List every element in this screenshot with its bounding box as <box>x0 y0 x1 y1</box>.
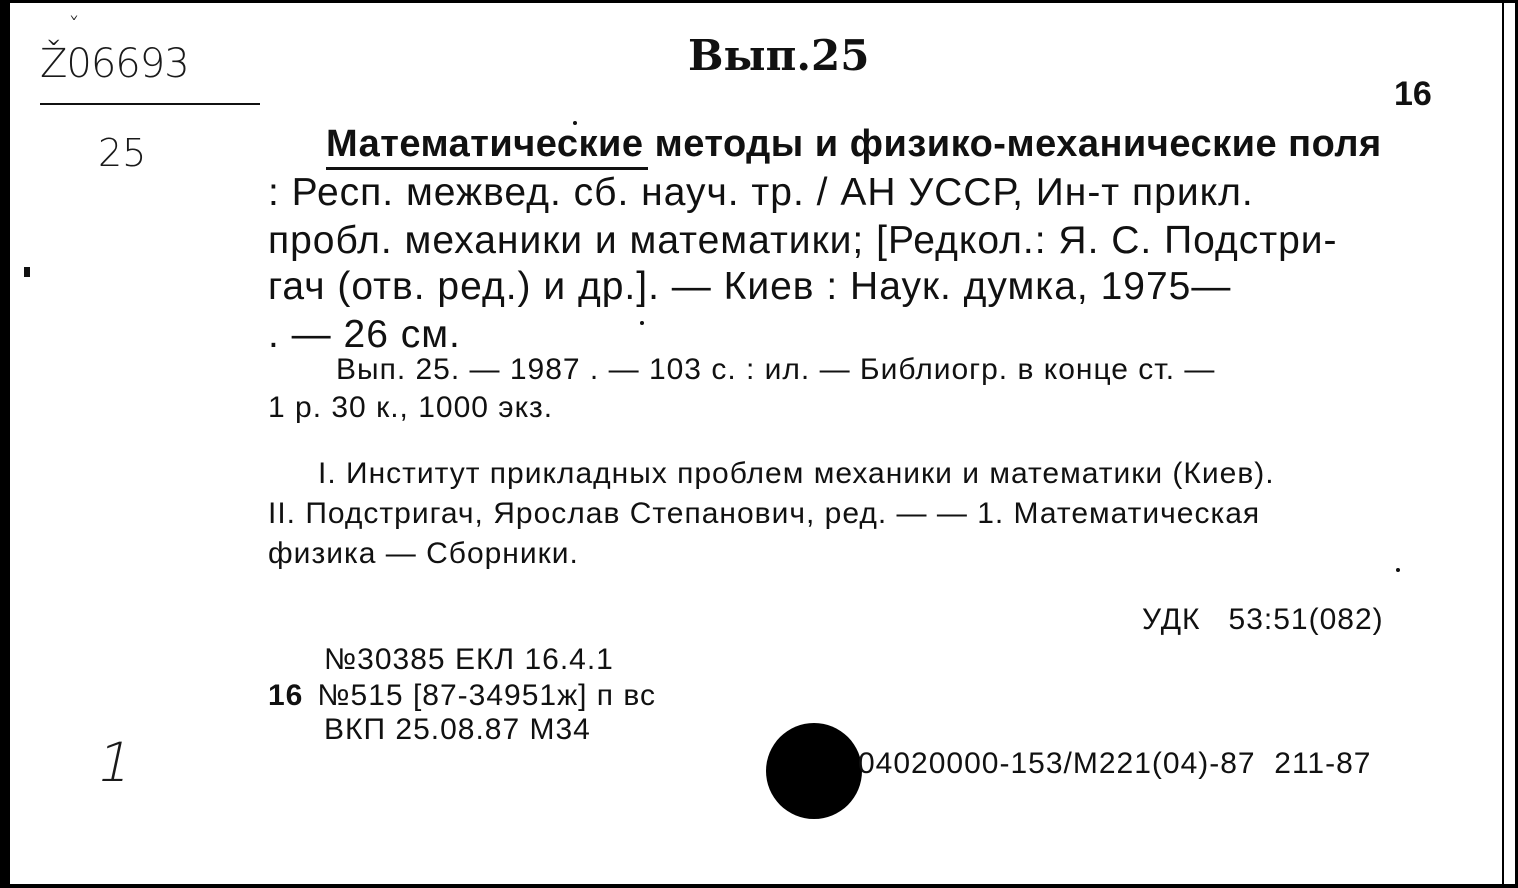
registration-prefix: 16 <box>268 679 304 712</box>
issue-line: Вып. 25. — 1987 . — 103 с. : ил. — Библиогр. в конце ст. — <box>336 353 1216 386</box>
check-mark: ˇ <box>68 13 80 41</box>
imprint-line: гач (отв. ред.) и др.]. — Киев : Наук. думка, 1975— <box>268 265 1232 308</box>
edge-mark <box>24 267 30 277</box>
top-number: 16 <box>1394 75 1432 113</box>
speck <box>1396 568 1400 572</box>
issue-line: 1 р. 30 к., 1000 экз. <box>268 391 554 424</box>
punch-hole <box>766 723 862 819</box>
inventory-number: Ž06693 <box>40 41 189 87</box>
imprint-line: : Респ. межвед. сб. науч. тр. / АН УССР, Ин-т прикл. <box>268 171 1254 214</box>
classification-code: 04020000-153/М221(04)-87 211-87 <box>858 747 1372 780</box>
issue-heading: Вып.25 <box>688 31 870 80</box>
scan-edge-line <box>1502 0 1504 888</box>
registration-number: №515 [87-34951ж] п вс <box>317 679 656 712</box>
imprint-line: пробл. механики и математики; [Редкол.: Я. С. Подстри- <box>268 219 1338 262</box>
handwritten-page-mark: 1 <box>91 731 140 794</box>
title-underline <box>326 167 648 170</box>
registration-line: №30385 ЕКЛ 16.4.1 <box>324 643 614 676</box>
notes-line: II. Подстригач, Ярослав Степанович, ред. — — 1. Математическая <box>268 497 1261 530</box>
notes-line: физика — Сборники. <box>268 537 579 570</box>
inventory-underline <box>40 103 260 105</box>
shelf-number: 25 <box>98 131 147 175</box>
notes-line: I. Институт прикладных проблем механики и математики (Киев). <box>318 457 1275 490</box>
imprint-line: . — 26 см. <box>268 313 461 356</box>
registration-line <box>268 679 656 713</box>
udk-code: УДК 53:51(082) <box>1142 603 1384 636</box>
registration-line: ВКП 25.08.87 М34 <box>324 713 591 746</box>
speck <box>640 321 644 325</box>
title: Математические методы и физико-механические поля <box>326 123 1382 165</box>
